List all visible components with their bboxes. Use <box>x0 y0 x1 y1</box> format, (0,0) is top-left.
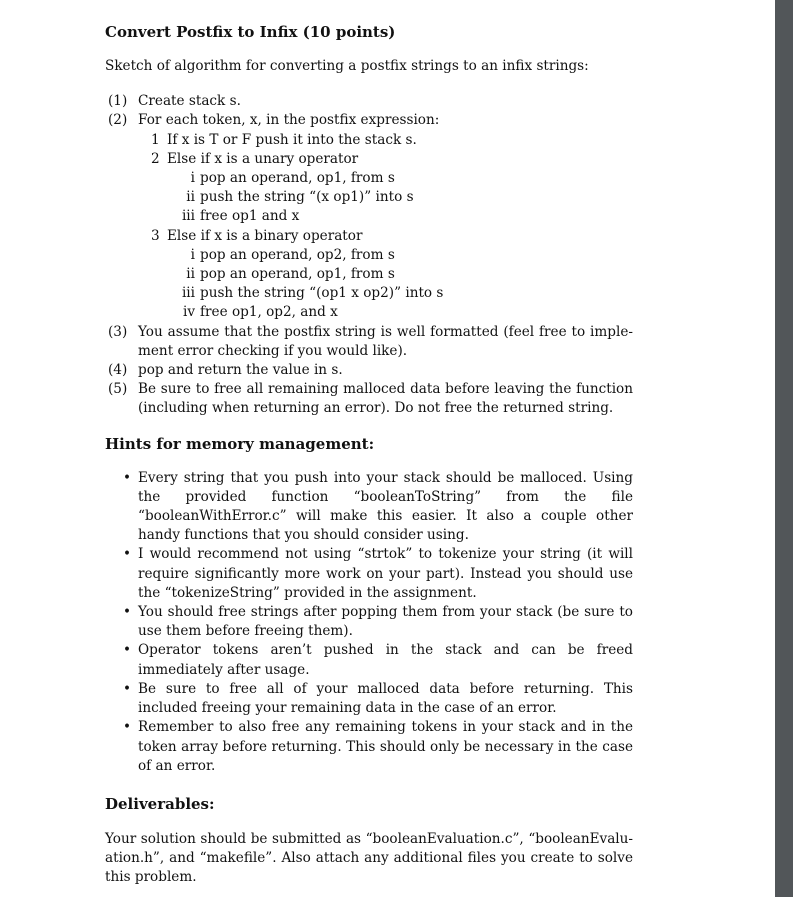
substep-2-1 <box>105 131 633 150</box>
step-number: 2 <box>151 150 160 167</box>
step-text: push the string “(x op1)” into s <box>200 189 414 206</box>
step-text: For each token, x, in the postfix expression: <box>138 112 440 129</box>
step-text: free op1, op2, and x <box>200 304 338 321</box>
bullet-icon: • <box>123 469 132 486</box>
bullet-icon: • <box>123 546 132 563</box>
document-content <box>105 22 633 888</box>
step-text: You assume that the postfix string is well formatted (feel free to imple- ment error checking if you would like). <box>138 323 633 359</box>
substep-2-2-ii <box>105 188 633 207</box>
algorithm-steps <box>105 92 633 418</box>
hint-text: Operator tokens aren’t pushed in the stack and can be freed immediately after usage. <box>138 642 633 678</box>
bullet-icon: • <box>123 680 132 697</box>
hint-text: I would recommend not using “strtok” to tokenize your string (it will require significantly more work on your part). Instead you should use the “tokenizeString” provided in the assignment. <box>138 546 633 601</box>
substep-2-2 <box>105 150 633 169</box>
step-1 <box>105 92 633 111</box>
step-text: pop an operand, op2, from s <box>200 246 395 263</box>
hint-item <box>105 680 633 718</box>
hints-list <box>105 469 633 776</box>
step-text: If x is T or F push it into the stack s. <box>167 131 417 148</box>
step-number: iii <box>181 285 195 302</box>
step-number: (3) <box>108 323 128 340</box>
step-2 <box>105 111 633 130</box>
substep-2-3-ii <box>105 265 633 284</box>
hint-item <box>105 545 633 603</box>
substep-2-3 <box>105 227 633 246</box>
step-number: (1) <box>108 93 128 110</box>
substep-2-2-i <box>105 169 633 188</box>
step-number: (2) <box>108 112 128 129</box>
step-text: push the string “(op1 x op2)” into s <box>200 285 444 302</box>
hint-text: Every string that you push into your stack should be malloced. Using the provided function “booleanToString” from the file “booleanWithError.c” will make this easier. It also a couple other handy functions that you should consider using. <box>138 469 633 544</box>
step-number: ii <box>186 266 195 283</box>
substep-2-2-iii <box>105 207 633 226</box>
deliverables-heading: Deliverables: <box>105 794 215 813</box>
hint-text: Be sure to free all of your malloced data before returning. This included freeing your remaining data in the case of an error. <box>138 680 633 717</box>
step-text: pop and return the value in s. <box>138 362 343 379</box>
substep-2-3-iv <box>105 303 633 322</box>
step-number: iii <box>181 208 195 225</box>
step-number: iv <box>182 304 195 321</box>
step-text: Else if x is a binary operator <box>167 227 363 244</box>
substep-2-3-iii <box>105 284 633 303</box>
deliverables-paragraph: Your solution should be submitted as “booleanEvaluation.c”, “booleanEvalu- ation.h”, and “makefile”. Also attach any additional files you create to solve this problem. <box>105 830 633 886</box>
bullet-icon: • <box>123 642 132 659</box>
substep-2-3-i <box>105 246 633 265</box>
step-3 <box>105 323 633 361</box>
step-text: free op1 and x <box>200 208 300 225</box>
section-title: Convert Postfix to Infix (10 points) <box>105 23 396 41</box>
hint-item <box>105 718 633 776</box>
step-5 <box>105 380 633 418</box>
step-number: (5) <box>108 381 128 398</box>
step-number: (4) <box>108 362 128 379</box>
intro-paragraph: Sketch of algorithm for converting a postfix strings to an infix strings: <box>105 58 589 74</box>
hint-item <box>105 641 633 679</box>
hint-text: You should free strings after popping them from your stack (be sure to use them before freeing them). <box>138 604 633 640</box>
step-text: Create stack s. <box>138 93 241 110</box>
bullet-icon: • <box>123 719 132 736</box>
bullet-icon: • <box>123 604 132 621</box>
step-text: Be sure to free all remaining malloced data before leaving the function (including when returning an error). Do not free the returned string. <box>138 381 633 417</box>
step-number: 1 <box>151 131 160 148</box>
step-number: i <box>190 246 195 263</box>
step-number: i <box>190 170 195 187</box>
vertical-scrollbar[interactable] <box>775 0 793 897</box>
step-text: pop an operand, op1, from s <box>200 266 395 283</box>
step-number: 3 <box>151 227 160 244</box>
hint-item <box>105 469 633 546</box>
hint-item <box>105 603 633 641</box>
hint-text: Remember to also free any remaining tokens in your stack and in the token array before returning. This should only be necessary in the case of an error. <box>138 719 633 774</box>
step-4 <box>105 361 633 380</box>
step-number: ii <box>186 189 195 206</box>
step-text: Else if x is a unary operator <box>167 150 359 167</box>
step-text: pop an operand, op1, from s <box>200 170 395 187</box>
hints-heading: Hints for memory management: <box>105 434 375 453</box>
